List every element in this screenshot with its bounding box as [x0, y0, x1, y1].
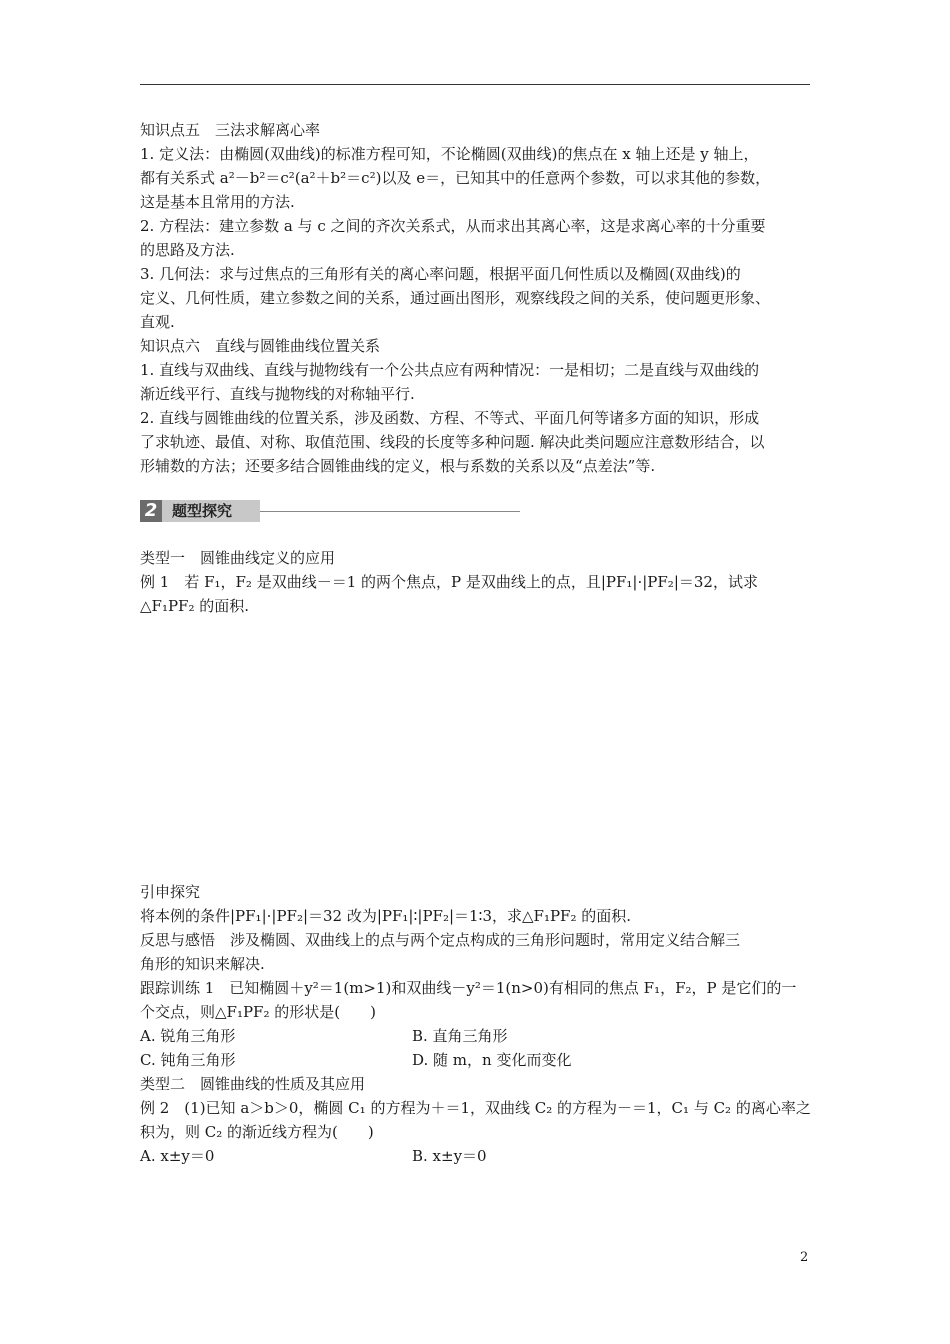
- choice-row: [140, 1144, 812, 1168]
- choice-row: [140, 1048, 812, 1072]
- kp6-line: 渐近线平行、直线与抛物线的对称轴平行.: [140, 385, 415, 403]
- choice-a: A. x±y＝0: [140, 1147, 215, 1165]
- kp6-line: 1. 直线与双曲线、直线与抛物线有一个公共点应有两种情况：一是相切；二是直线与双曲线的: [140, 361, 760, 379]
- reflection-line: 角形的知识来解决.: [140, 955, 265, 973]
- kp6-heading: 知识点六 直线与圆锥曲线位置关系: [140, 337, 381, 355]
- kp5-line: 的思路及方法.: [140, 241, 235, 259]
- kp5-line: 都有关系式 a²－b²＝c²(a²＋b²＝c²)以及 e＝，已知其中的任意两个参数，可以求其他的参数，: [140, 169, 771, 187]
- choice-b: B. x±y＝0: [412, 1147, 487, 1165]
- type2-heading: 类型二 圆锥曲线的性质及其应用: [140, 1075, 366, 1093]
- training1-line: 跟踪训练 1 已知椭圆＋y²＝1(m>1)和双曲线－y²＝1(n>0)有相同的焦点 F₁，F₂，P 是它们的一: [140, 979, 797, 997]
- banner-rule: [260, 511, 520, 512]
- kp5-line: 定义、几何性质，建立参数之间的关系，通过画出图形，观察线段之间的关系，使问题更形象、: [140, 289, 771, 307]
- document-body: [140, 118, 812, 1168]
- example1-line: 例 1 若 F₁，F₂ 是双曲线－＝1 的两个焦点，P 是双曲线上的点，且|PF₁|·|PF₂|＝32，试求: [140, 573, 758, 591]
- kp5-line: 2. 方程法：建立参数 a 与 c 之间的齐次关系式，从而求出其离心率，这是求离心率的十分重要: [140, 217, 766, 235]
- example2-line: 例 2 (1)已知 a＞b＞0，椭圆 C₁ 的方程为＋＝1，双曲线 C₂ 的方程为－＝1，C₁ 与 C₂ 的离心率之: [140, 1099, 811, 1117]
- section-banner: [140, 498, 812, 528]
- choice-d: D. 随 m，n 变化而变化: [412, 1051, 572, 1069]
- training1-line: 个交点，则△F₁PF₂ 的形状是( ): [140, 1003, 376, 1021]
- choice-row: [140, 1024, 812, 1048]
- section-number: 2: [140, 500, 162, 522]
- answer-space: [140, 618, 812, 880]
- example1-line: △F₁PF₂ 的面积.: [140, 597, 250, 615]
- kp5-line: 1. 定义法：由椭圆(双曲线)的标准方程可知，不论椭圆(双曲线)的焦点在 x 轴上还是 y 轴上，: [140, 145, 759, 163]
- kp5-heading: 知识点五 三法求解离心率: [140, 121, 321, 139]
- page-number: 2: [800, 1250, 809, 1265]
- choice-c: C. 钝角三角形: [140, 1051, 236, 1069]
- kp6-line: 形辅数的方法；还要多结合圆锥曲线的定义，根与系数的关系以及“点差法”等.: [140, 457, 656, 475]
- extension-line: 将本例的条件|PF₁|·|PF₂|＝32 改为|PF₁|∶|PF₂|＝1∶3，求△F₁PF₂ 的面积.: [140, 907, 632, 925]
- choice-a: A. 锐角三角形: [140, 1027, 236, 1045]
- example2-line: 积为，则 C₂ 的渐近线方程为( ): [140, 1123, 374, 1141]
- kp5-line: 这是基本且常用的方法.: [140, 193, 295, 211]
- kp5-line: 直观.: [140, 313, 175, 331]
- section-title: 题型探究: [162, 500, 260, 522]
- kp6-line: 了求轨迹、最值、对称、取值范围、线段的长度等多种问题. 解决此类问题应注意数形结合，以: [140, 433, 765, 451]
- choice-b: B. 直角三角形: [412, 1027, 508, 1045]
- reflection-line: 反思与感悟 涉及椭圆、双曲线上的点与两个定点构成的三角形问题时，常用定义结合解三: [140, 931, 741, 949]
- kp6-line: 2. 直线与圆锥曲线的位置关系，涉及函数、方程、不等式、平面几何等诸多方面的知识，形成: [140, 409, 760, 427]
- extension-heading: 引申探究: [140, 883, 201, 901]
- kp5-line: 3. 几何法：求与过焦点的三角形有关的离心率问题，根据平面几何性质以及椭圆(双曲线)的: [140, 265, 741, 283]
- type1-heading: 类型一 圆锥曲线定义的应用: [140, 549, 336, 567]
- header-rule: [140, 84, 810, 85]
